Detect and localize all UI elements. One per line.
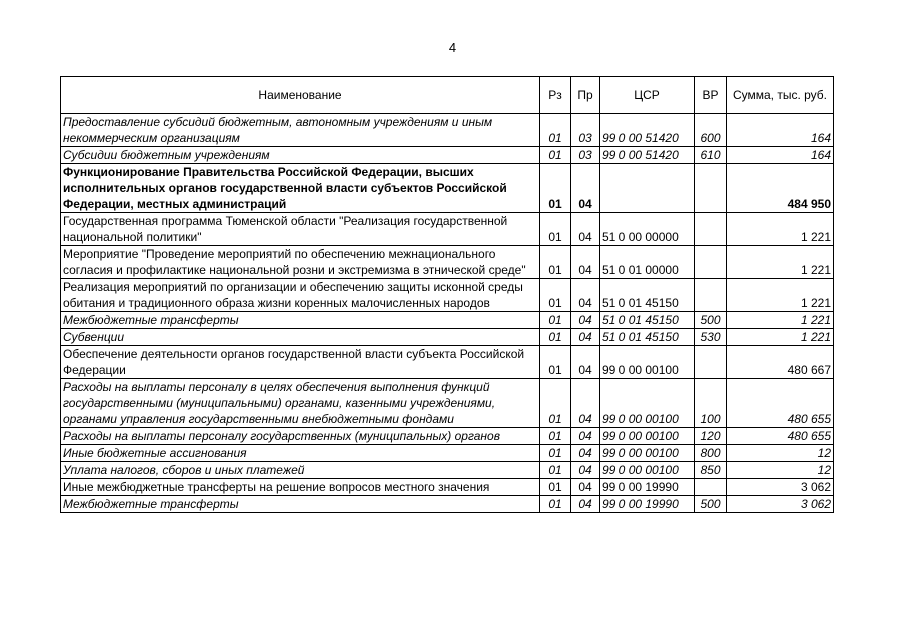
table-row bbox=[61, 114, 834, 147]
cell-sum: 3 062 bbox=[727, 479, 834, 496]
cell-sum: 480 655 bbox=[727, 379, 834, 428]
cell-csr: 99 0 00 00100 bbox=[600, 428, 695, 445]
cell-csr: 51 0 01 00000 bbox=[600, 246, 695, 279]
cell-vr: 500 bbox=[695, 312, 727, 329]
table-row bbox=[61, 329, 834, 346]
cell-vr: 100 bbox=[695, 379, 727, 428]
table-row bbox=[61, 428, 834, 445]
cell-name: Государственная программа Тюменской области "Реализация государственной национальной политики" bbox=[61, 213, 540, 246]
cell-vr bbox=[695, 213, 727, 246]
cell-rz: 01 bbox=[540, 147, 571, 164]
cell-vr: 530 bbox=[695, 329, 727, 346]
cell-name: Расходы на выплаты персоналу государственных (муниципальных) органов bbox=[61, 428, 540, 445]
page-number: 4 bbox=[448, 40, 457, 55]
cell-sum: 164 bbox=[727, 147, 834, 164]
cell-name: Мероприятие "Проведение мероприятий по обеспечению межнационального согласия и профилактике национальной розни и экстремизма в этнической среде" bbox=[61, 246, 540, 279]
cell-sum: 484 950 bbox=[727, 164, 834, 213]
cell-name: Уплата налогов, сборов и иных платежей bbox=[61, 462, 540, 479]
cell-pr: 04 bbox=[571, 445, 600, 462]
header-vr: ВР bbox=[695, 77, 727, 114]
cell-rz: 01 bbox=[540, 329, 571, 346]
cell-pr: 04 bbox=[571, 279, 600, 312]
table-row bbox=[61, 379, 834, 428]
cell-sum: 3 062 bbox=[727, 496, 834, 513]
table-header-row bbox=[61, 77, 834, 114]
cell-pr: 04 bbox=[571, 479, 600, 496]
cell-vr: 120 bbox=[695, 428, 727, 445]
cell-csr: 51 0 01 45150 bbox=[600, 279, 695, 312]
cell-sum: 12 bbox=[727, 445, 834, 462]
cell-rz: 01 bbox=[540, 445, 571, 462]
table-row bbox=[61, 445, 834, 462]
cell-csr: 51 0 01 45150 bbox=[600, 329, 695, 346]
cell-vr bbox=[695, 479, 727, 496]
cell-vr: 800 bbox=[695, 445, 727, 462]
cell-vr: 600 bbox=[695, 114, 727, 147]
cell-name: Обеспечение деятельности органов государственной власти субъекта Российской Федерации bbox=[61, 346, 540, 379]
cell-pr: 04 bbox=[571, 312, 600, 329]
table-row bbox=[61, 346, 834, 379]
cell-csr: 51 0 00 00000 bbox=[600, 213, 695, 246]
table-row bbox=[61, 312, 834, 329]
cell-vr: 850 bbox=[695, 462, 727, 479]
cell-name: Субсидии бюджетным учреждениям bbox=[61, 147, 540, 164]
cell-sum: 12 bbox=[727, 462, 834, 479]
table-row bbox=[61, 147, 834, 164]
header-sum: Сумма, тыс. руб. bbox=[727, 77, 834, 114]
cell-sum: 164 bbox=[727, 114, 834, 147]
cell-rz: 01 bbox=[540, 462, 571, 479]
cell-pr: 04 bbox=[571, 428, 600, 445]
cell-name: Субвенции bbox=[61, 329, 540, 346]
header-rz: Рз bbox=[540, 77, 571, 114]
cell-rz: 01 bbox=[540, 496, 571, 513]
cell-pr: 04 bbox=[571, 164, 600, 213]
table-row bbox=[61, 496, 834, 513]
cell-rz: 01 bbox=[540, 428, 571, 445]
cell-pr: 04 bbox=[571, 462, 600, 479]
cell-rz: 01 bbox=[540, 114, 571, 147]
cell-vr: 500 bbox=[695, 496, 727, 513]
cell-rz: 01 bbox=[540, 246, 571, 279]
cell-vr bbox=[695, 279, 727, 312]
cell-name: Предоставление субсидий бюджетным, автономным учреждениям и иным некоммерческим организациям bbox=[61, 114, 540, 147]
cell-name: Межбюджетные трансферты bbox=[61, 312, 540, 329]
cell-csr: 99 0 00 51420 bbox=[600, 114, 695, 147]
cell-name: Расходы на выплаты персоналу в целях обеспечения выполнения функций государственными (муниципальными) органами, казенными учреждениями, органами управления государственными внебюджетными фондами bbox=[61, 379, 540, 428]
cell-pr: 04 bbox=[571, 346, 600, 379]
cell-rz: 01 bbox=[540, 279, 571, 312]
table-row bbox=[61, 164, 834, 213]
cell-name: Иные межбюджетные трансферты на решение вопросов местного значения bbox=[61, 479, 540, 496]
cell-sum: 1 221 bbox=[727, 329, 834, 346]
cell-name: Иные бюджетные ассигнования bbox=[61, 445, 540, 462]
cell-pr: 03 bbox=[571, 147, 600, 164]
cell-pr: 04 bbox=[571, 379, 600, 428]
cell-csr: 99 0 00 00100 bbox=[600, 379, 695, 428]
cell-rz: 01 bbox=[540, 213, 571, 246]
cell-rz: 01 bbox=[540, 164, 571, 213]
cell-vr bbox=[695, 346, 727, 379]
cell-csr: 99 0 00 00100 bbox=[600, 445, 695, 462]
cell-csr: 99 0 00 51420 bbox=[600, 147, 695, 164]
cell-rz: 01 bbox=[540, 479, 571, 496]
cell-csr: 99 0 00 19990 bbox=[600, 496, 695, 513]
cell-rz: 01 bbox=[540, 312, 571, 329]
cell-name: Межбюджетные трансферты bbox=[61, 496, 540, 513]
cell-rz: 01 bbox=[540, 346, 571, 379]
cell-pr: 04 bbox=[571, 329, 600, 346]
header-csr: ЦСР bbox=[600, 77, 695, 114]
table-row bbox=[61, 462, 834, 479]
cell-name: Функционирование Правительства Российской Федерации, высших исполнительных органов государственной власти субъектов Российской Федерации, местных администраций bbox=[61, 164, 540, 213]
table-row bbox=[61, 213, 834, 246]
cell-sum: 1 221 bbox=[727, 279, 834, 312]
table-row bbox=[61, 279, 834, 312]
table-body bbox=[61, 114, 834, 513]
cell-sum: 1 221 bbox=[727, 213, 834, 246]
cell-sum: 1 221 bbox=[727, 246, 834, 279]
header-name: Наименование bbox=[61, 77, 540, 114]
cell-csr bbox=[600, 164, 695, 213]
cell-sum: 1 221 bbox=[727, 312, 834, 329]
cell-csr: 99 0 00 00100 bbox=[600, 462, 695, 479]
cell-csr: 99 0 00 00100 bbox=[600, 346, 695, 379]
budget-table bbox=[60, 76, 834, 513]
cell-vr: 610 bbox=[695, 147, 727, 164]
cell-sum: 480 667 bbox=[727, 346, 834, 379]
cell-pr: 04 bbox=[571, 246, 600, 279]
header-pr: Пр bbox=[571, 77, 600, 114]
cell-pr: 03 bbox=[571, 114, 600, 147]
cell-sum: 480 655 bbox=[727, 428, 834, 445]
cell-vr bbox=[695, 246, 727, 279]
cell-pr: 04 bbox=[571, 496, 600, 513]
cell-csr: 51 0 01 45150 bbox=[600, 312, 695, 329]
cell-vr bbox=[695, 164, 727, 213]
table-row bbox=[61, 246, 834, 279]
cell-pr: 04 bbox=[571, 213, 600, 246]
cell-csr: 99 0 00 19990 bbox=[600, 479, 695, 496]
cell-rz: 01 bbox=[540, 379, 571, 428]
cell-name: Реализация мероприятий по организации и обеспечению защиты исконной среды обитания и традиционного образа жизни коренных малочисленных народов bbox=[61, 279, 540, 312]
table-row bbox=[61, 479, 834, 496]
